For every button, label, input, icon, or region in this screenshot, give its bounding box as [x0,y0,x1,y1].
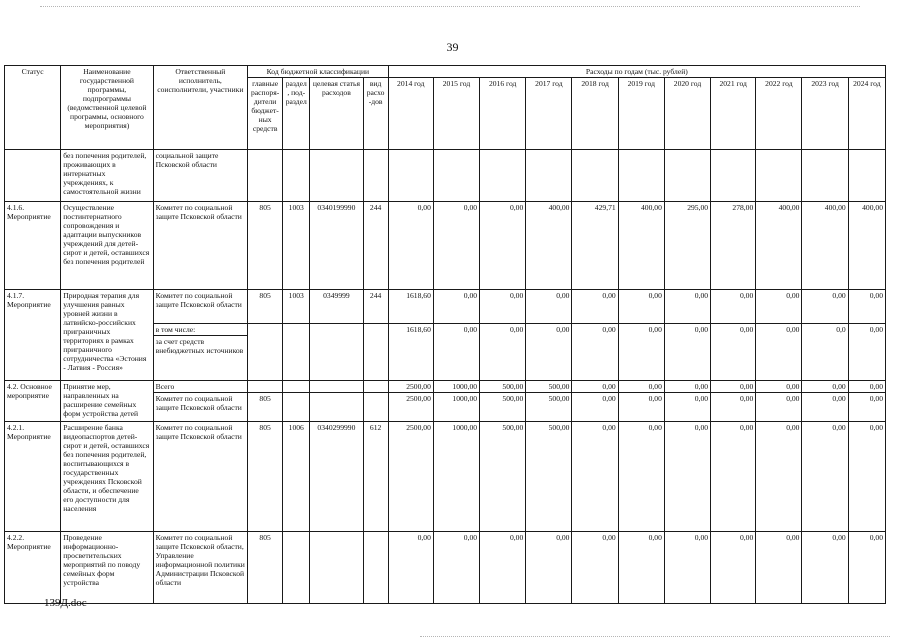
status-cell [5,150,61,202]
value-cell: 0,00 [664,532,710,604]
value-cell: 0,00 [848,324,885,381]
value-cell: 0,00 [618,381,664,393]
rz-cell: 1003 [283,290,310,324]
value-cell: 0,00 [802,422,848,532]
value-cell: 0,0 [802,324,848,381]
scan-edge-top [40,6,860,7]
name-cell: без попечения родителей, проживающих в интернатных учреждениях, к самостоятельной жизни [61,150,153,202]
executor-total-cell: Всего [153,381,247,393]
value-cell: 0,00 [572,290,618,324]
value-cell: 0,00 [711,324,756,381]
executor-cell: Комитет по социальной защите Псковской области, Управление информационной политики Администрации Псковской области [153,532,247,604]
value-cell: 400,00 [756,202,802,290]
sub-label-cell: в том числе: [153,324,247,336]
value-cell: 400,00 [618,202,664,290]
footer-filename: 139Д.doc [44,597,87,609]
value-cell: 0,00 [756,532,802,604]
rz-cell: 1006 [283,422,310,532]
header-vr: вид расхо-дов [363,78,388,150]
table-row [5,290,886,324]
value-cell: 0,00 [664,290,710,324]
value-cell: 1618,60 [388,324,433,381]
grbs-cell: 805 [248,422,283,532]
name-cell: Расширение банка видеопаспортов детей-сирот и детей, оставшихся без попечения родителей, воспитывающихся в государственных учреждениях Псковской области, и обеспечение его доступности для населения [61,422,153,532]
table-row [5,150,886,202]
header-year: 2017 год [526,78,572,150]
value-cell: 0,00 [711,393,756,422]
value-cell: 0,00 [664,422,710,532]
status-cell: 4.2.2. Мероприятие [5,532,61,604]
rz-cell: 1003 [283,202,310,290]
name-cell: Принятие мер, направленных на расширение семейных форм устройства детей [61,381,153,422]
value-cell: 500,00 [480,393,526,422]
value-cell: 0,00 [802,381,848,393]
value-cell: 400,00 [802,202,848,290]
value-cell: 500,00 [526,381,572,393]
header-year: 2016 год [480,78,526,150]
value-cell: 0,00 [802,532,848,604]
value-cell: 0,00 [572,393,618,422]
value-cell: 0,00 [433,202,479,290]
value-cell: 0,00 [756,290,802,324]
value-cell: 0,00 [433,290,479,324]
header-year: 2014 год [388,78,433,150]
value-cell: 0,00 [526,532,572,604]
executor-cell: Комитет по социальной защите Псковской области [153,422,247,532]
table-row [5,202,886,290]
value-cell: 500,00 [480,381,526,393]
header-rz: раздел, под-раздел [283,78,310,150]
value-cell: 1618,60 [388,290,433,324]
value-cell: 0,00 [388,202,433,290]
value-cell: 0,00 [848,393,885,422]
header-kbk: Код бюджетной классификации [248,66,389,78]
value-cell: 0,00 [848,532,885,604]
value-cell: 0,00 [664,381,710,393]
header-year: 2023 год [802,78,848,150]
name-cell: Проведение информационно-просветительских мероприятий по поводу семейных форм устройства [61,532,153,604]
csr-cell: 0340199990 [310,202,363,290]
value-cell: 0,00 [388,532,433,604]
value-cell: 0,00 [572,324,618,381]
status-cell: 4.2.1. Мероприятие [5,422,61,532]
value-cell: 500,00 [480,422,526,532]
vr-cell: 244 [363,290,388,324]
value-cell: 500,00 [526,393,572,422]
table-row [5,532,886,604]
value-cell: 0,00 [572,532,618,604]
value-cell: 278,00 [711,202,756,290]
value-cell: 0,00 [711,532,756,604]
value-cell: 0,00 [572,422,618,532]
value-cell: 2500,00 [388,393,433,422]
value-cell: 0,00 [848,290,885,324]
value-cell: 0,00 [526,290,572,324]
value-cell: 400,00 [848,202,885,290]
value-cell: 0,00 [711,381,756,393]
value-cell: 0,00 [756,381,802,393]
budget-table [4,65,886,604]
value-cell: 0,00 [433,532,479,604]
value-cell: 0,00 [848,422,885,532]
value-cell: 295,00 [664,202,710,290]
status-cell: 4.1.7. Мероприятие [5,290,61,381]
value-cell: 0,00 [480,290,526,324]
executor-cell: Комитет по социальной защите Псковской области [153,393,247,422]
csr-cell: 0340299990 [310,422,363,532]
header-year: 2022 год [756,78,802,150]
sub-executor-cell: за счет средств внебюджетных источников [153,336,247,381]
value-cell: 0,00 [802,290,848,324]
table-row [5,381,886,393]
value-cell: 0,00 [618,393,664,422]
vr-cell: 244 [363,202,388,290]
value-cell: 0,00 [618,324,664,381]
status-cell: 4.1.6. Мероприятие [5,202,61,290]
value-cell: 0,00 [480,324,526,381]
value-cell: 0,00 [433,324,479,381]
value-cell: 1000,00 [433,381,479,393]
value-cell: 400,00 [526,202,572,290]
value-cell: 0,00 [664,324,710,381]
header-status: Статус [5,66,61,150]
value-cell: 0,00 [756,324,802,381]
value-cell: 0,00 [802,393,848,422]
value-cell: 2500,00 [388,381,433,393]
value-cell: 0,00 [756,422,802,532]
table-row [5,422,886,532]
csr-cell: 0349999 [310,290,363,324]
value-cell: 0,00 [664,393,710,422]
vr-cell: 612 [363,422,388,532]
value-cell: 0,00 [618,532,664,604]
header-expenses: Расходы по годам (тыс. рублей) [388,66,885,78]
executor-cell: Комитет по социальной защите Псковской области [153,290,247,324]
header-year: 2021 год [711,78,756,150]
value-cell: 2500,00 [388,422,433,532]
name-cell: Осуществление постинтернатного сопровождения и адаптации выпускников учреждений для детей-сирот и детей, оставшихся без попечения родителей [61,202,153,290]
header-year: 2015 год [433,78,479,150]
executor-cell: Комитет по социальной защите Псковской области [153,202,247,290]
value-cell: 0,00 [848,381,885,393]
value-cell: 0,00 [618,422,664,532]
value-cell: 0,00 [480,532,526,604]
value-cell: 0,00 [480,202,526,290]
header-grbs: главные распоря-дители бюджет-ных средств [248,78,283,150]
page-number: 39 [446,40,459,54]
header-executor: Ответственный исполнитель, соисполнители, участники [153,66,247,150]
value-cell: 0,00 [572,381,618,393]
value-cell: 1000,00 [433,393,479,422]
scan-edge-bottom [420,636,890,637]
header-year: 2020 год [664,78,710,150]
value-cell: 0,00 [618,290,664,324]
header-year: 2018 год [572,78,618,150]
header-name: Наименование государственной программы, подпрограммы (ведомственной целевой программы, основного мероприятия) [61,66,153,150]
name-cell: Природная терапия для улучшения равных уровней жизни в латвийско-российских приграничных территориях в рамках приграничного сотрудничества «Эстония - Латвия - Россия» [61,290,153,381]
value-cell: 0,00 [711,290,756,324]
header-csr: целевая статья расходов [310,78,363,150]
value-cell: 0,00 [756,393,802,422]
header-year: 2019 год [618,78,664,150]
header-year: 2024 год [848,78,885,150]
value-cell: 429,71 [572,202,618,290]
grbs-cell: 805 [248,290,283,324]
executor-cell: социальной защите Псковской области [153,150,247,202]
status-cell: 4.2. Основное мероприятие [5,381,61,422]
grbs-cell: 805 [248,393,283,422]
value-cell: 500,00 [526,422,572,532]
grbs-cell: 805 [248,532,283,604]
value-cell: 1000,00 [433,422,479,532]
value-cell: 0,00 [526,324,572,381]
grbs-cell: 805 [248,202,283,290]
value-cell: 0,00 [711,422,756,532]
